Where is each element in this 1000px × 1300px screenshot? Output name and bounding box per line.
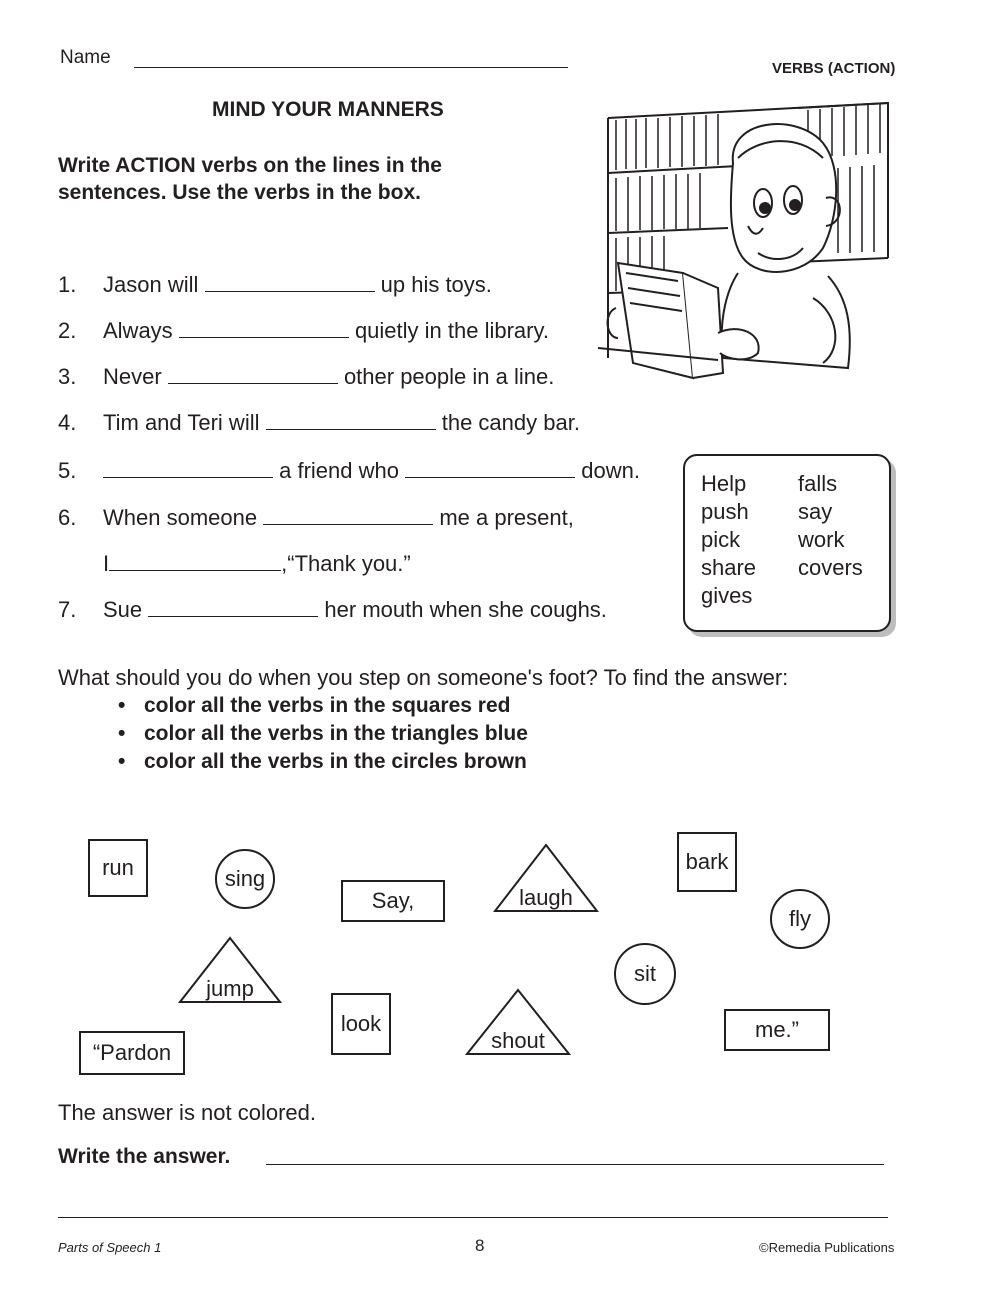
verb-box-column-2	[798, 470, 863, 582]
verb-say: say	[798, 499, 833, 524]
verb-push: push	[701, 499, 749, 524]
square-look[interactable]: look	[331, 993, 391, 1055]
instructions-line-2: sentences. Use the verbs in the box.	[58, 181, 421, 204]
blank-1[interactable]	[205, 273, 375, 292]
sentence-7-number: 7.	[58, 597, 77, 622]
blank-3[interactable]	[168, 365, 338, 384]
answer-line[interactable]	[266, 1164, 884, 1165]
triangle-laugh[interactable]: laugh	[493, 843, 599, 913]
step-red: • color all the verbs in the squares red	[118, 692, 528, 720]
circle-sing[interactable]: sing	[215, 849, 275, 909]
sentence-4-number: 4.	[58, 410, 77, 435]
page-title: MIND YOUR MANNERS	[212, 98, 444, 121]
page-number: 8	[475, 1236, 485, 1255]
sentence-6: When someone me a present,	[103, 505, 574, 530]
sentence-3-number: 3.	[58, 364, 77, 389]
verb-work: work	[798, 527, 845, 552]
blank-5b[interactable]	[405, 459, 575, 478]
answer-note: The answer is not colored.	[58, 1100, 317, 1125]
instructions-line-1: Write ACTION verbs on the lines in the	[58, 154, 442, 177]
name-line[interactable]	[134, 67, 568, 68]
sentence-5: a friend who down.	[103, 458, 640, 484]
sentence-7: Sue her mouth when she coughs.	[103, 597, 607, 622]
verb-pick: pick	[701, 527, 741, 552]
verb-box	[683, 454, 891, 632]
square-pardon[interactable]: “Pardon	[79, 1031, 185, 1075]
square-run[interactable]: run	[88, 839, 148, 897]
blank-4[interactable]	[266, 411, 436, 430]
verb-share: share	[701, 555, 757, 580]
step-brown: • color all the verbs in the circles brown	[118, 748, 528, 776]
verb-box-column-1	[701, 470, 756, 610]
square-say[interactable]: Say,	[341, 880, 445, 922]
puzzle-question: What should you do when you step on someone's foot? To find the answer:	[58, 665, 789, 690]
step-blue: • color all the verbs in the triangles blue	[118, 720, 528, 748]
blank-6b[interactable]	[109, 552, 281, 571]
sentence-4: Tim and Teri will the candy bar.	[103, 410, 580, 435]
boy-reading-book-icon	[598, 98, 898, 388]
blank-2[interactable]	[179, 319, 349, 338]
blank-6a[interactable]	[263, 506, 433, 525]
sentence-5-number: 5.	[58, 458, 77, 483]
instructions	[58, 152, 442, 206]
blank-7[interactable]	[148, 598, 318, 617]
footer-divider	[58, 1217, 888, 1218]
circle-sit[interactable]: sit	[614, 943, 676, 1005]
square-bark[interactable]: bark	[677, 832, 737, 892]
verb-covers: covers	[798, 555, 863, 580]
sentence-3: Never other people in a line.	[103, 364, 555, 389]
footer-book-title: Parts of Speech 1	[58, 1240, 162, 1255]
verb-falls: falls	[798, 471, 838, 496]
circle-fly[interactable]: fly	[770, 889, 830, 949]
triangle-shout[interactable]: shout	[465, 988, 571, 1056]
write-answer-label: Write the answer.	[58, 1145, 231, 1168]
footer-publisher: ©Remedia Publications	[759, 1240, 895, 1255]
blank-5a[interactable]	[103, 459, 273, 478]
sentence-2-number: 2.	[58, 318, 77, 343]
sentence-2: Always quietly in the library.	[103, 318, 549, 343]
sentence-6-continued: I ,“Thank you.”	[103, 551, 411, 576]
sentence-1: Jason will up his toys.	[103, 272, 492, 297]
square-me[interactable]: me.”	[724, 1009, 830, 1051]
verb-gives: gives	[701, 583, 753, 608]
sentence-1-number: 1.	[58, 272, 77, 297]
puzzle-steps	[118, 692, 528, 776]
name-label: Name	[60, 47, 111, 68]
sentence-6-number: 6.	[58, 505, 77, 530]
section-label: VERBS (ACTION)	[772, 60, 896, 77]
triangle-jump[interactable]: jump	[178, 936, 282, 1004]
verb-help: Help	[701, 471, 747, 496]
